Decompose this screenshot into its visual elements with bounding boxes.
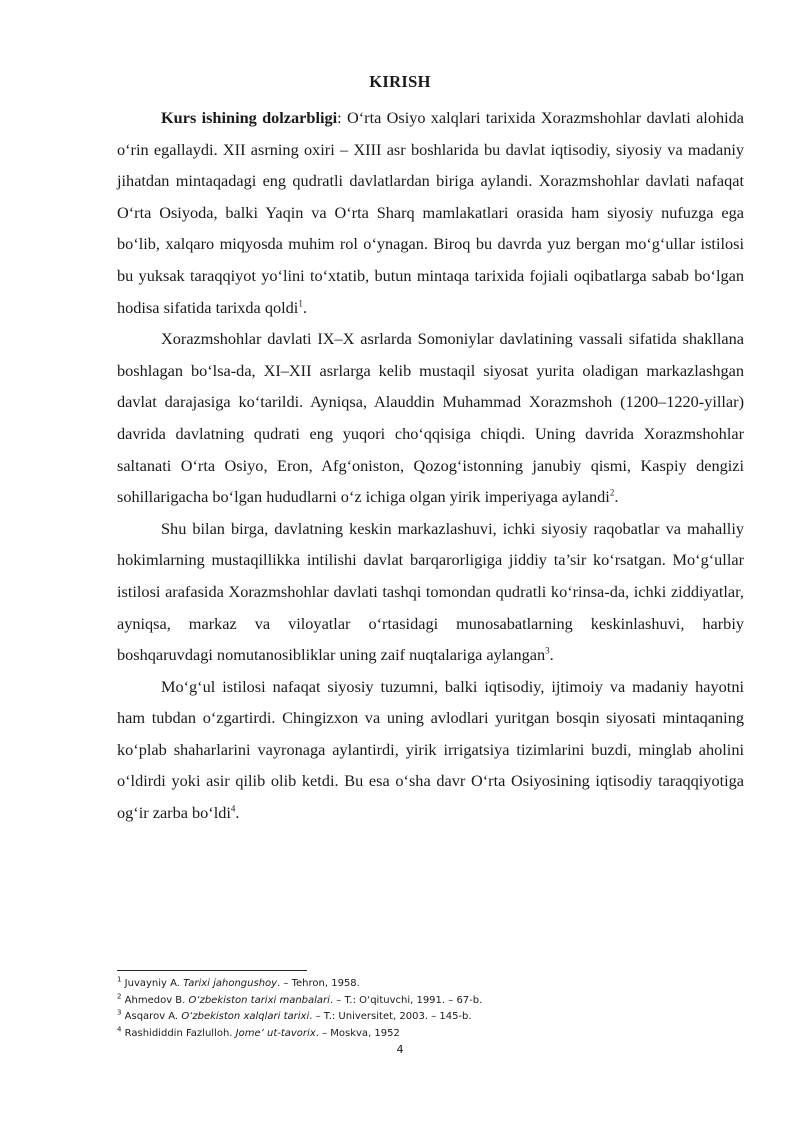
footnote-number: 2 [117,992,122,1001]
footnote-author: Rashididdin Fazlulloh. [124,1027,236,1039]
body-text [117,102,744,829]
footnote-rest: . – T.: Universitet, 2003. – 145-b. [309,1011,472,1022]
paragraph-end: . [302,297,307,317]
footnote-rest: . – Tehron, 1958. [277,978,360,989]
footnote-ref[interactable]: 4 [230,803,236,814]
paragraph-text: Shu bilan birga, davlatning keskin markazlashuvi, ichki siyosiy raqobatlar va mahalliy hokimlarning mustaqillikka intilishi davlat barqarorligiga jiddiy ta’sir ko‘rsatgan. Mo‘g‘ullar istilosi arafasida Xorazmshohlar davlati tashqi tomondan qudratli ko‘rinsa-da, ichki ziddiyatlar, ayniqsa, markaz va viloyatlar o‘rtasidagi munosabatlarning keskinlashuvi, harbiy boshqaruvdagi nomutanosibliklar uning zaif nuqtalariga aylangan [117,518,744,665]
paragraph-text: : O‘rta Osiyo xalqlari tarixida Xorazmshohlar davlati alohida o‘rin egallaydi. XII asrning oxiri – XIII asr boshlarida bu davlat iqtisodiy, siyosiy va madaniy jihatdan mintaqadagi eng qudratli davlatlardan biriga aylandi. Xorazmshohlar davlati nafaqat O‘rta Osiyoda, balki Yaqin va O‘rta Sharq mamlakatlari orasida ham siyosiy nufuzga ega bo‘lib, xalqaro miqyosda muhim rol o‘ynagan. Biroq bu davrda yuz bergan mo‘g‘ullar istilosi bu yuksak taraqqiyot yo‘lini to‘xtatib, butun mintaqa tarixida fojiali oqibatlarga sabab bo‘lgan hodisa sifatida tarixda qoldi [117,108,744,317]
footnote [117,1009,744,1026]
paragraph-end: . [549,645,554,665]
footnote-ref[interactable]: 1 [298,298,303,309]
paragraph [117,513,744,671]
paragraph-text: Mo‘g‘ul istilosi nafaqat siyosiy tuzumni, balki iqtisodiy, ijtimoiy va madaniy hayotni ham tubdan o‘zgartirdi. Chingizxon va uning avlodlari yuritgan bosqin siyosati mintaqaning ko‘plab shaharlarini vayronaga aylantirdi, yirik irrigatsiya tizimlarini buzdi, minglab aholini o‘ldirdi yoki asir qilib olib ketdi. Bu esa o‘sha davr O‘rta Osiyosining iqtisodiy taraqqiyotiga og‘ir zarba bo‘ldi [117,676,744,823]
paragraph-end: . [614,487,619,507]
paragraph-text: Xorazmshohlar davlati IX–X asrlarda Somoniylar davlatining vassali sifatida shakllana boshlagan bo‘lsa-da, XI–XII asrlarga kelib mustaqil siyosat yurita oladigan markazlashgan davlat darajasiga ko‘tarildi. Ayniqsa, Alauddin Muhammad Xorazmshoh (1200–1220-yillar) davrida davlatning qudrati eng yuqori cho‘qqisiga chiqdi. Uning davrida Xorazmshohlar saltanati O‘rta Osiyo, Eron, Afg‘oniston, Qozog‘istonning janubiy qismi, Kaspiy dengizi sohillarigacha bo‘lgan hududlarni o‘z ichiga olgan yirik imperiyaga aylandi [117,329,744,507]
footnote-title: O‘zbekiston tarixi manbalari [188,994,330,1006]
paragraph [117,323,744,513]
footnote-divider [117,970,307,971]
footnote [117,993,744,1010]
footnote-author: Juvayniy A. [124,978,184,989]
paragraph-end: . [235,803,240,823]
footnote-ref[interactable]: 2 [609,487,615,498]
footnote-number: 3 [117,1008,122,1017]
footnote-rest: . – Moskva, 1952 [315,1027,400,1039]
footnote-title: Tarixi jahongushoy [183,978,278,989]
footnote-number: 4 [117,1025,122,1034]
footnote-author: Asqarov A. [124,1011,182,1022]
page-number: 4 [396,1043,404,1056]
footnote [117,976,744,993]
paragraph-lead: Kurs ishining dolzarbligi [161,108,338,127]
footnotes [117,976,744,1042]
footnote-title: O‘zbekiston xalqlari tarixi [181,1011,310,1022]
footnote-ref[interactable]: 3 [545,645,550,656]
footnote-rest: . – T.: O‘qituvchi, 1991. – 67-b. [329,994,483,1006]
section-heading: KIRISH [369,72,431,91]
footnote-title: Jome’ ut-tavorix [235,1027,316,1039]
paragraph [117,671,744,829]
footnote [117,1026,744,1043]
footnote-number: 1 [117,975,122,984]
footnote-author: Ahmedov B. [124,994,189,1006]
paragraph [117,102,744,323]
